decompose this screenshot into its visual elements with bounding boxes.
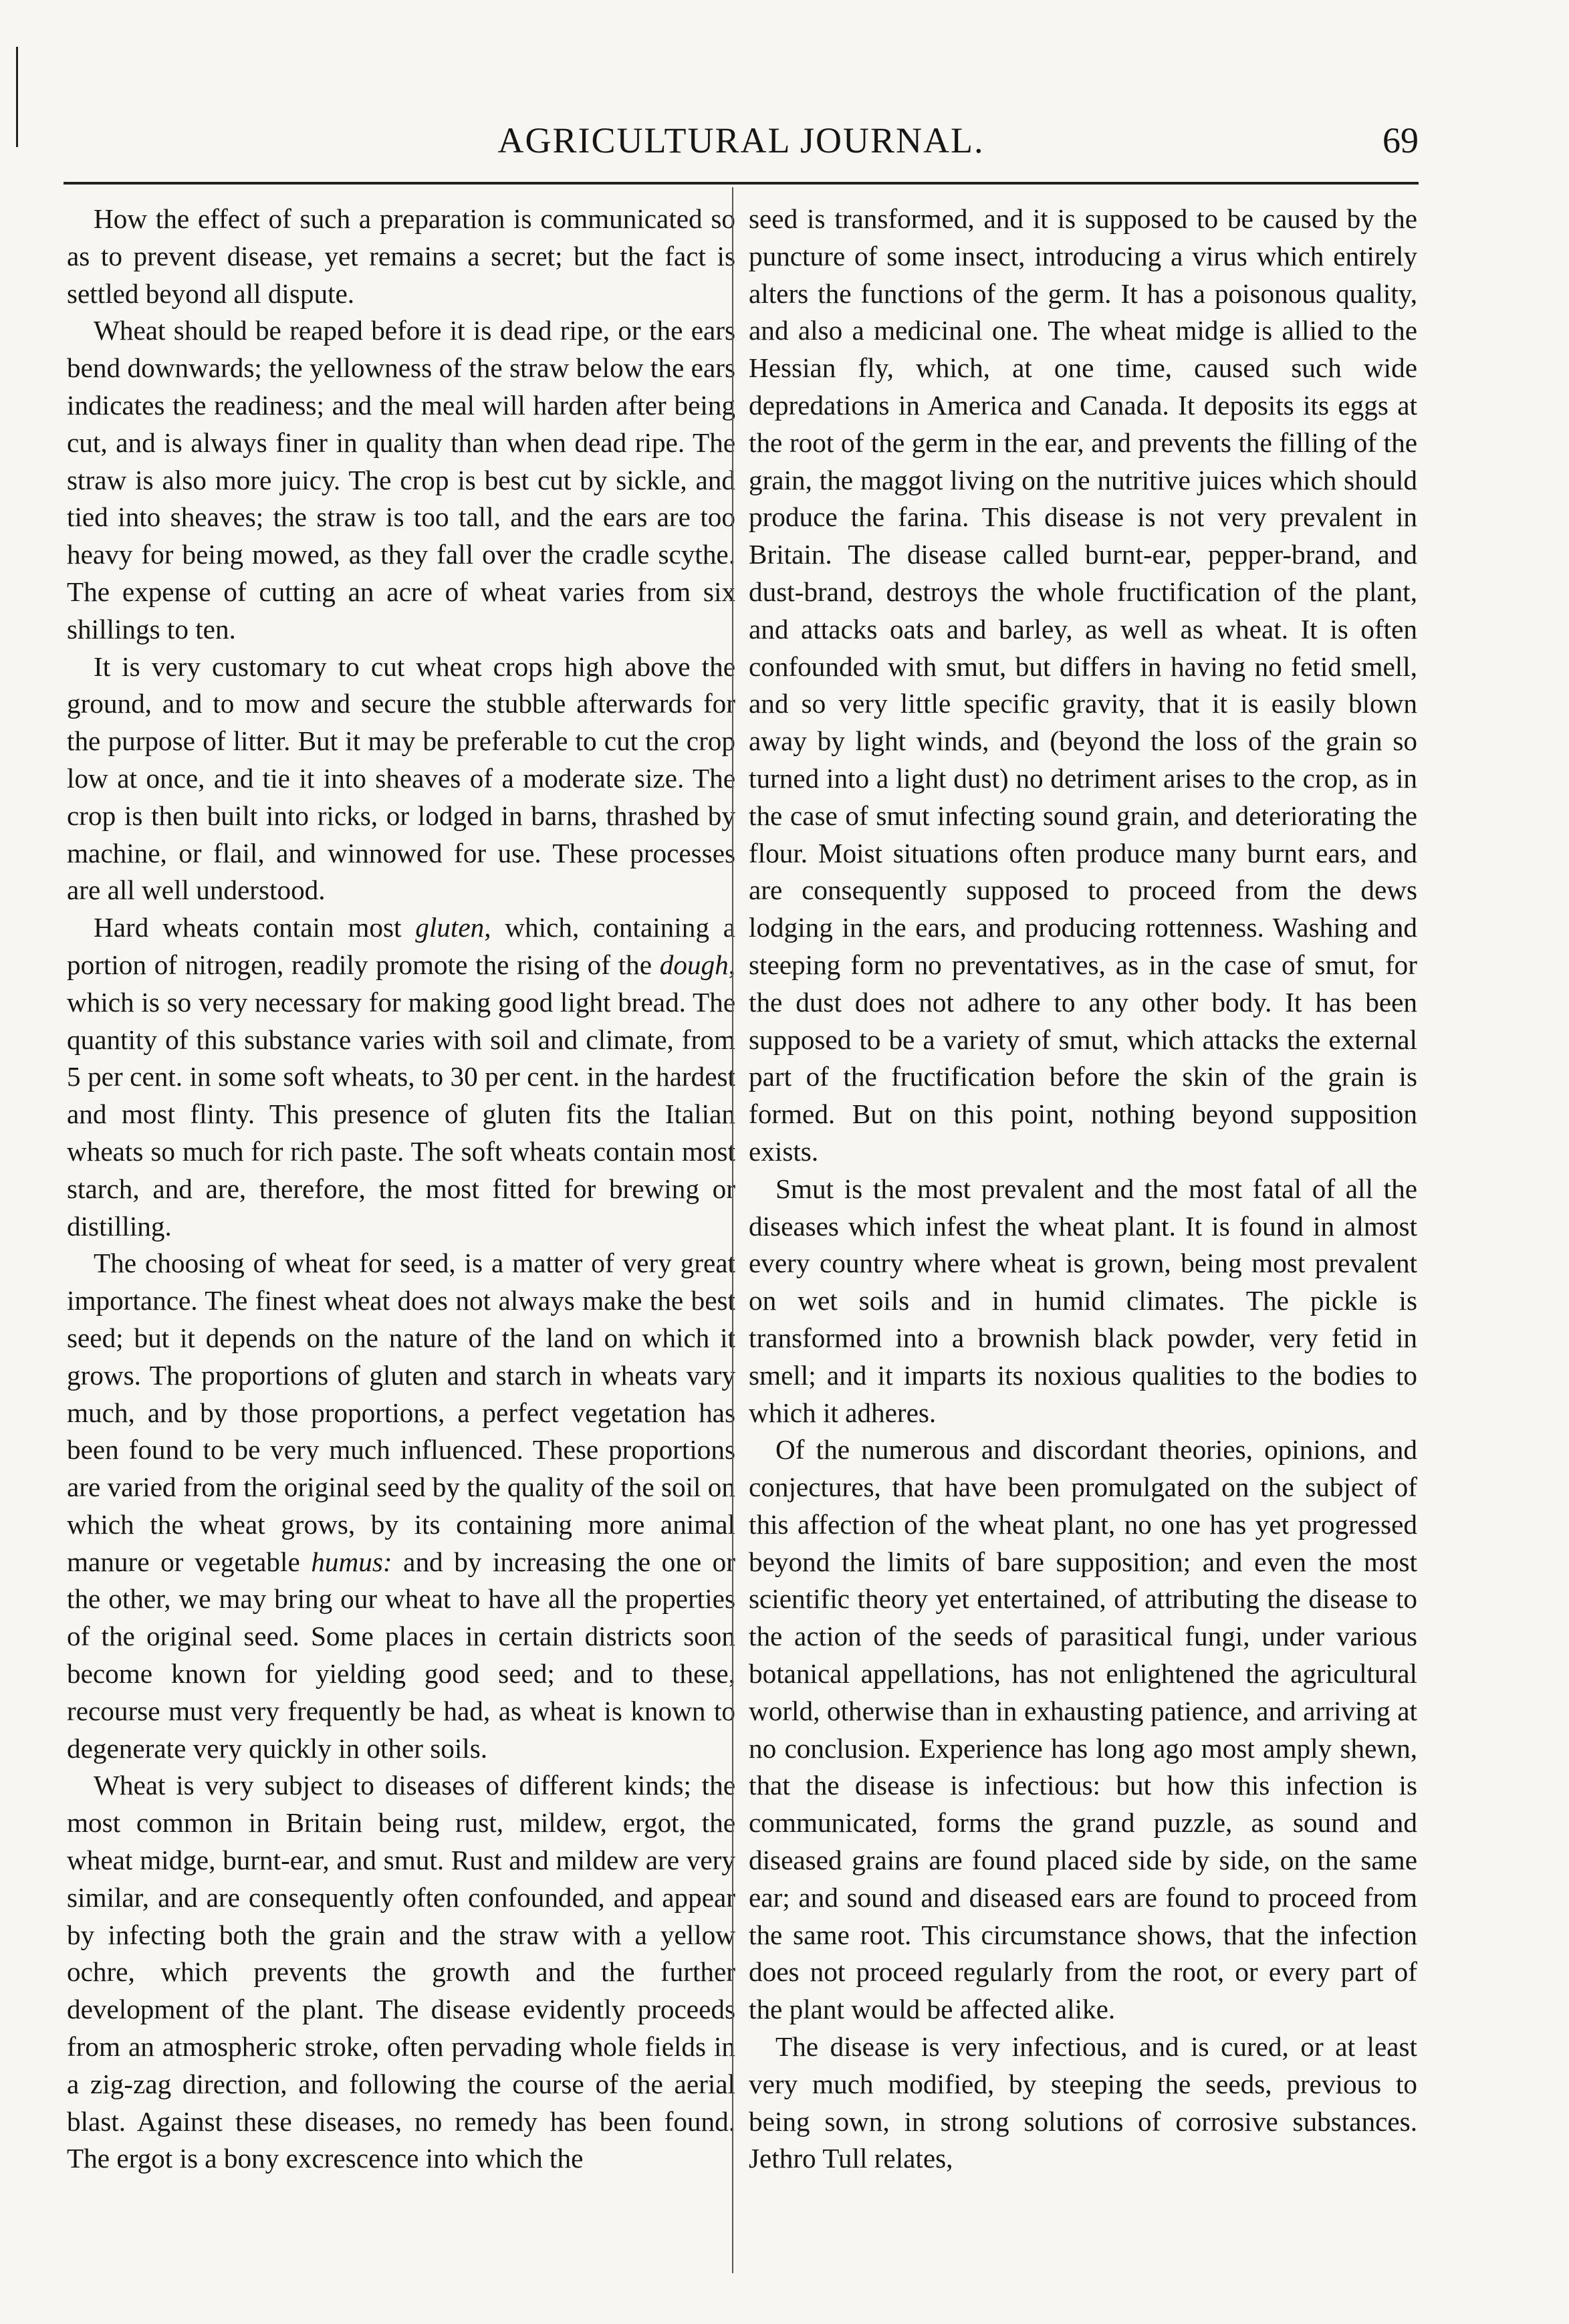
italic-term: humus: <box>311 1546 392 1577</box>
page-number: 69 <box>1382 120 1419 160</box>
paragraph <box>749 1171 1417 1432</box>
text-run: Wheat should be reaped before it is dead ripe, or the ears bend downwards; the yellowness of the straw below the ears indicates the readiness; and the meal will harden after being cut, and is always finer in quality than when dead ripe. The straw is also more juicy. The crop is best cut by sickle, and tied into sheaves; the straw is too tall, and the ears are too heavy for being mowed, as they fall over the cradle scythe. The expense of cutting an acre of wheat varies from six shillings to ten. <box>67 315 735 645</box>
header-rule <box>64 182 1419 185</box>
paragraph <box>749 2028 1417 2178</box>
paragraph <box>67 312 735 648</box>
paragraph <box>67 201 735 312</box>
text-run: and by increasing the one or the other, we may bring our wheat to have all the properties of the original seed. Some places in certain districts soon become known for yielding good seed; and to these, recourse must very frequently be had, as wheat is known to degenerate very quickly in other soils. <box>67 1546 735 1764</box>
italic-term: dough <box>659 949 729 980</box>
text-run: Hard wheats contain most <box>94 912 416 943</box>
left-column <box>67 201 735 2283</box>
text-run: Wheat is very subject to diseases of different kinds; the most common in Britain being rust, mildew, ergot, the wheat midge, burnt-ear, and smut. Rust and mildew are very similar, and are consequently often confounded, and appear by infecting both the grain and the straw with a yellow ochre, which prevents the growth and the further development of the plant. The disease evidently proceeds from an atmospheric stroke, often pervading whole fields in a zig-zag direction, and following the course of the aerial blast. Against these diseases, no remedy has been found. The ergot is a bony excrescence into which the <box>67 1770 735 2174</box>
text-run: It is very customary to cut wheat crops high above the ground, and to mow and secure the stubble afterwards for the purpose of litter. But it may be preferable to cut the crop low at once, and tie it into sheaves of a moderate size. The crop is then built into ricks, or lodged in barns, thrashed by machine, or flail, and winnowed for use. These processes are all well understood. <box>67 651 735 906</box>
paragraph <box>749 201 1417 1171</box>
text-run: How the effect of such a preparation is communicated so as to prevent disease, yet remains a secret; but the fact is settled beyond all dispute. <box>67 203 735 309</box>
text-run: The disease is very infectious, and is cured, or at least very much modified, by steeping the seeds, previous to being sown, in strong solutions of corrosive substances. Jethro Tull relates, <box>749 2031 1417 2174</box>
text-run: Of the numerous and discordant theories, opinions, and conjectures, that have been promulgated on the subject of this affection of the wheat plant, no one has yet progressed beyond the limits of bare supposition; and even the most scientific theory yet entertained, of attributing the disease to the action of the seeds of parasitical fungi, under various botanical appellations, has not enlightened the agricultural world, otherwise than in exhausting patience, and arriving at no conclusion. Experience has long ago most amply shewn, that the disease is infectious: but how this infection is communicated, forms the grand puzzle, as sound and diseased grains are found placed side by side, on the same ear; and sound and diseased ears are found to proceed from the same root. This circumstance shows, that the infection does not proceed regularly from the root, or every part of the plant would be affected alike. <box>749 1434 1417 2025</box>
paragraph <box>67 649 735 910</box>
text-run: , which, containing a portion of nitrogen, readily promote the rising of the <box>67 912 735 980</box>
right-column <box>749 201 1417 2283</box>
paragraph <box>67 1245 735 1767</box>
paragraph <box>67 909 735 1245</box>
journal-title: AGRICULTURAL JOURNAL. <box>497 120 985 160</box>
paragraph <box>67 1767 735 2178</box>
text-run: The choosing of wheat for seed, is a matter of very great importance. The finest wheat does not always make the best seed; but it depends on the nature of the land on which it grows. The proportions of gluten and starch in wheats vary much, and by those proportions, a perfect vegetation has been found to be very much influenced. These proportions are varied from the original seed by the quality of the soil on which the wheat grows, by its containing more animal manure or vegetable <box>67 1248 735 1577</box>
column-divider <box>732 187 733 2273</box>
page-edge-mark <box>16 47 18 147</box>
text-run: seed is transformed, and it is supposed to be caused by the puncture of some insect, introducing a virus which entirely alters the functions of the germ. It has a poisonous quality, and also a medicinal one. The wheat midge is allied to the Hessian fly, which, at one time, caused such wide depredations in America and Canada. It deposits its eggs at the root of the germ in the ear, and prevents the filling of the grain, the maggot living on the nutritive juices which should produce the farina. This disease is not very prevalent in Britain. The disease called burnt-ear, pepper-brand, and dust-brand, destroys the whole fructification of the plant, and attacks oats and barley, as well as wheat. It is often confounded with smut, but differs in having no fetid smell, and so very little specific gravity, that it is easily blown away by light winds, and (beyond the loss of the grain so turned into a light dust) no detriment arises to the crop, as in the case of smut infecting sound grain, and deteriorating the flour. Moist situations often produce many burnt ears, and are consequently supposed to proceed from the dews lodging in the ears, and producing rottenness. Washing and steeping form no preventatives, as in the case of smut, for the dust does not adhere to any other body. It has been supposed to be a variety of smut, which attacks the external part of the fructification before the skin of the grain is formed. But on this point, nothing beyond supposition exists. <box>749 203 1417 1167</box>
text-run: Smut is the most prevalent and the most fatal of all the diseases which infest the wheat plant. It is found in almost every country where wheat is grown, being most prevalent on wet soils and in humid climates. The pickle is transformed into a brownish black powder, very fetid in smell; and it imparts its noxious qualities to the bodies to which it adheres. <box>749 1173 1417 1428</box>
text-run: , which is so very necessary for making good light bread. The quantity of this substance varies with soil and climate, from 5 per cent. in some soft wheats, to 30 per cent. in the hardest and most flinty. This presence of gluten fits the Italian wheats so much for rich paste. The soft wheats contain most starch, and are, therefore, the most fitted for brewing or distilling. <box>67 949 735 1242</box>
running-header <box>64 117 1419 164</box>
paragraph <box>749 1431 1417 2028</box>
italic-term: gluten <box>415 912 485 943</box>
